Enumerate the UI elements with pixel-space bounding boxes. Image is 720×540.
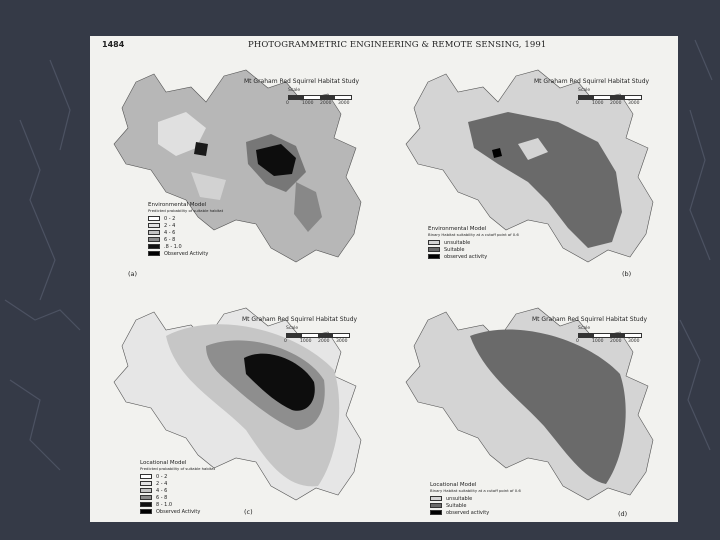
legend-subtitle: Predicted probability of suitable habitat: [140, 466, 216, 471]
legend-label: 0 - 2: [164, 215, 176, 222]
legend-item: [148, 243, 223, 250]
scanned-journal-page: [90, 36, 678, 522]
legend-subtitle: Binary Habitat suitability at a cutoff point of 0.6: [430, 488, 521, 493]
scale-tick: 2000: [320, 101, 332, 106]
scale-tick: 2000: [610, 101, 622, 106]
legend-label: .8 - 1.0: [164, 243, 182, 250]
legend-label: 6 - 8: [156, 494, 168, 501]
scale-bar: [578, 95, 642, 100]
map-panel-c: [96, 290, 381, 520]
scale-tick: 1000: [592, 101, 604, 106]
legend-item: [430, 495, 521, 502]
scale-tick: 1000: [592, 339, 604, 344]
legend-label: 8 - 1.0: [156, 501, 173, 508]
scale-bar-block: [574, 88, 654, 110]
scale-tick: 0: [576, 101, 579, 106]
legend-label: observed activity: [444, 253, 488, 260]
legend-item: [140, 487, 215, 494]
legend-label: unsuitable: [444, 239, 471, 246]
legend-item: [140, 494, 215, 501]
legend-item: [140, 473, 215, 480]
map-legend: [140, 460, 215, 515]
legend-swatch: [148, 244, 160, 249]
legend-label: 2 - 4: [156, 480, 168, 487]
legend-title: Locational Model: [140, 460, 187, 466]
legend-label: 4 - 6: [164, 229, 176, 236]
legend-swatch: [140, 509, 152, 514]
legend-swatch: [428, 247, 440, 252]
legend-label: Suitable: [444, 246, 465, 253]
scale-title: Scale: [286, 326, 299, 331]
habitat-map-c: [96, 290, 381, 520]
legend-item: [140, 480, 215, 487]
panel-label: (d): [618, 510, 628, 518]
map-panel-d: [388, 290, 673, 520]
legend-item: [428, 239, 519, 246]
legend-label: Suitable: [446, 502, 467, 509]
scale-tick: 2000: [318, 339, 330, 344]
map-legend: [148, 202, 223, 257]
scale-bar: [578, 333, 642, 338]
map-title: Mt Graham Red Squirrel Habitat Study: [534, 78, 650, 85]
legend-label: Observed Activity: [156, 508, 201, 515]
map-title: Mt Graham Red Squirrel Habitat Study: [532, 316, 648, 323]
scale-tick: 0: [284, 339, 287, 344]
scale-title: Scale: [578, 326, 591, 331]
legend-item: [140, 501, 215, 508]
legend-label: 6 - 8: [164, 236, 176, 243]
scale-bar-block: [574, 326, 654, 348]
scale-title: Scale: [288, 88, 301, 93]
scale-tick: 3000: [628, 101, 640, 106]
legend-swatch: [140, 495, 152, 500]
scale-tick: 0: [576, 339, 579, 344]
legend-item: [428, 253, 519, 260]
legend-title: Environmental Model: [148, 202, 207, 208]
scale-bar: [286, 333, 350, 338]
scale-tick: 1000: [302, 101, 314, 106]
map-legend: [430, 482, 521, 516]
legend-label: 4 - 6: [156, 487, 168, 494]
legend-item: [148, 215, 223, 222]
journal-header: PHOTOGRAMMETRIC ENGINEERING & REMOTE SENSING, 1991: [248, 40, 547, 50]
legend-swatch: [430, 503, 442, 508]
map-title: Mt Graham Red Squirrel Habitat Study: [244, 78, 360, 85]
legend-item: [148, 222, 223, 229]
legend-swatch: [140, 474, 152, 479]
map-legend: [428, 226, 519, 260]
legend-swatch: [148, 223, 160, 228]
legend-label: 0 - 2: [156, 473, 168, 480]
legend-swatch: [140, 488, 152, 493]
legend-swatch: [430, 510, 442, 515]
scale-bar-block: [282, 326, 362, 348]
panel-label: (c): [244, 508, 253, 516]
observed-activity-patch: [194, 142, 208, 156]
legend-swatch: [148, 251, 160, 256]
scale-title: Scale: [578, 88, 591, 93]
scale-tick: 1000: [300, 339, 312, 344]
legend-label: unsuitable: [446, 495, 473, 502]
scale-tick: 3000: [338, 101, 350, 106]
legend-item: [140, 508, 215, 515]
legend-label: 2 - 4: [164, 222, 176, 229]
legend-swatch: [428, 254, 440, 259]
legend-item: [148, 250, 223, 257]
legend-item: [148, 229, 223, 236]
legend-swatch: [430, 496, 442, 501]
scale-bar: [288, 95, 352, 100]
legend-swatch: [428, 240, 440, 245]
legend-item: [430, 502, 521, 509]
legend-title: Environmental Model: [428, 226, 487, 232]
scale-tick: 0: [286, 101, 289, 106]
legend-swatch: [148, 216, 160, 221]
legend-swatch: [140, 502, 152, 507]
habitat-map-a: [96, 52, 381, 282]
scale-tick: 3000: [336, 339, 348, 344]
legend-subtitle: Predicted probability of suitable habitat: [148, 208, 224, 213]
legend-item: [430, 509, 521, 516]
legend-label: observed activity: [446, 509, 490, 516]
panel-label: (b): [622, 270, 632, 278]
legend-swatch: [140, 481, 152, 486]
panel-label: (a): [128, 270, 138, 278]
legend-item: [428, 246, 519, 253]
page-number: 1484: [102, 40, 125, 49]
scale-tick: 2000: [610, 339, 622, 344]
legend-swatch: [148, 237, 160, 242]
legend-swatch: [148, 230, 160, 235]
scale-tick: 3000: [628, 339, 640, 344]
legend-item: [148, 236, 223, 243]
map-panel-b: [388, 52, 673, 282]
legend-label: Observed Activity: [164, 250, 209, 257]
legend-subtitle: Binary Habitat suitability at a cutoff point of 0.6: [428, 232, 519, 237]
scale-bar-block: [284, 88, 364, 110]
legend-title: Locational Model: [430, 482, 477, 488]
map-title: Mt Graham Red Squirrel Habitat Study: [242, 316, 358, 323]
map-panel-a: [96, 52, 381, 282]
